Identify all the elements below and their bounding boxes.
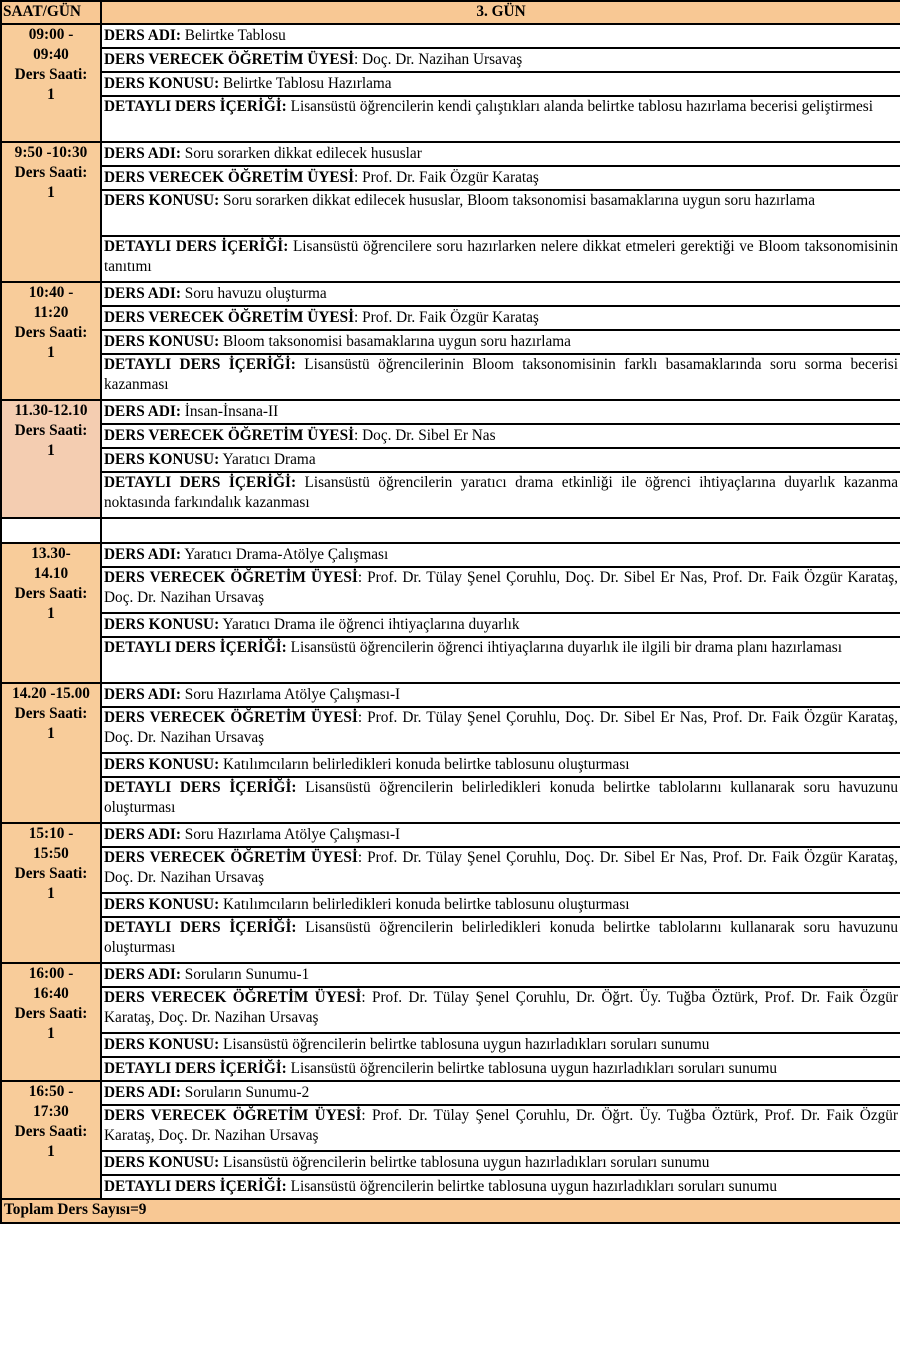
course-topic-value: Lisansüstü öğrencilerin belirtke tablosuna uygun hazırladıkları soruları sunumu	[223, 1036, 710, 1053]
course-detail-cell	[101, 777, 900, 823]
course-instructor-label: DERS VERECEK ÖĞRETİM ÜYESİ	[104, 51, 355, 68]
course-name-label: DERS ADI:	[104, 285, 181, 302]
course-instructor-cell	[101, 1105, 900, 1151]
course-topic-cell	[101, 72, 900, 96]
session-row	[1, 1105, 900, 1151]
course-instructor-separator: :	[361, 1107, 366, 1124]
session-hours-value: 1	[47, 1143, 55, 1160]
course-instructor-separator: :	[361, 989, 366, 1006]
course-name-value: Soru Hazırlama Atölye Çalışması-I	[184, 826, 401, 843]
course-detail-value: Lisansüstü öğrencilerin kendi çalıştıkları alanda belirtke tablosu hazırlama becerisi geliştirmesi	[290, 98, 873, 115]
course-name-label: DERS ADI:	[104, 403, 181, 420]
session-time-cell	[1, 963, 101, 1081]
course-instructor-cell	[101, 707, 900, 753]
course-instructor-value: Prof. Dr. Faik Özgür Karataş	[362, 169, 539, 186]
course-topic-label: DERS KONUSU:	[104, 1154, 220, 1171]
course-detail-cell	[101, 637, 900, 683]
session-time-start: 16:00 -	[28, 965, 74, 982]
course-instructor-separator: :	[354, 51, 359, 68]
course-detail-cell	[101, 1175, 900, 1199]
course-topic-cell	[101, 1151, 900, 1175]
course-topic-cell	[101, 448, 900, 472]
course-instructor-value: Prof. Dr. Tülay Şenel Çoruhlu, Doç. Dr. Sibel Er Nas, Prof. Dr. Faik Özgür Karataş, Doç. Dr. Nazihan Ursavaş	[104, 569, 899, 606]
course-detail-label: DETAYLI DERS İÇERİĞİ:	[104, 1178, 287, 1195]
course-instructor-label: DERS VERECEK ÖĞRETİM ÜYESİ	[104, 849, 358, 866]
session-time-start: 14.20 -15.00	[12, 685, 90, 702]
course-topic-value: Katılımcıların belirledikleri konuda belirtke tablosunu oluşturması	[223, 756, 630, 773]
session-row	[1, 24, 900, 48]
session-hours-label: Ders Saati:	[14, 865, 88, 882]
course-name-label: DERS ADI:	[104, 826, 181, 843]
session-hours-label: Ders Saati:	[14, 66, 88, 83]
session-hours-value: 1	[47, 184, 55, 201]
session-hours-value: 1	[47, 344, 55, 361]
course-instructor-label: DERS VERECEK ÖĞRETİM ÜYESİ	[104, 309, 355, 326]
course-instructor-separator: :	[354, 169, 359, 186]
course-detail-label: DETAYLI DERS İÇERİĞİ:	[104, 98, 287, 115]
session-row	[1, 424, 900, 448]
course-detail-label: DETAYLI DERS İÇERİĞİ:	[104, 639, 287, 656]
session-time-start: 11.30-12.10	[14, 402, 88, 419]
course-detail-cell	[101, 472, 900, 518]
session-row	[1, 823, 900, 847]
session-row	[1, 282, 900, 306]
day-column-header: 3. GÜN	[101, 1, 900, 24]
session-hours-label: Ders Saati:	[14, 164, 88, 181]
session-time-cell	[1, 400, 101, 518]
session-hours-value: 1	[47, 725, 55, 742]
session-row	[1, 142, 900, 166]
footer-row	[1, 1199, 900, 1223]
session-hours-label: Ders Saati:	[14, 585, 88, 602]
spacer-cell	[1, 518, 101, 543]
course-instructor-value: Prof. Dr. Tülay Şenel Çoruhlu, Dr. Öğrt. Üy. Tuğba Öztürk, Prof. Dr. Faik Özgür Karataş, Doç. Dr. Nazihan Ursavaş	[104, 1107, 899, 1144]
course-name-value: Belirtke Tablosu	[184, 27, 286, 44]
session-hours-value: 1	[47, 442, 55, 459]
course-detail-value: Lisansüstü öğrencilerin belirledikleri konuda belirtke tablolarını kullanarak soru havuzunu oluşturması	[104, 919, 898, 956]
course-instructor-separator: :	[357, 569, 363, 586]
session-row	[1, 567, 900, 613]
course-topic-label: DERS KONUSU:	[104, 333, 220, 350]
course-instructor-label: DERS VERECEK ÖĞRETİM ÜYESİ	[104, 989, 362, 1006]
course-name-cell	[101, 963, 900, 987]
course-instructor-cell	[101, 567, 900, 613]
session-row	[1, 330, 900, 354]
total-lessons: Toplam Ders Sayısı=9	[1, 1199, 900, 1223]
course-topic-value: Bloom taksonomisi basamaklarına uygun soru hazırlama	[223, 333, 571, 350]
course-name-value: Soru sorarken dikkat edilecek hususlar	[184, 145, 422, 162]
session-row	[1, 753, 900, 777]
session-row	[1, 354, 900, 400]
course-topic-value: Soru sorarken dikkat edilecek hususlar, Bloom taksonomisi basamaklarına uygun soru hazırlama	[223, 192, 815, 209]
course-detail-cell	[101, 96, 900, 142]
session-row	[1, 917, 900, 963]
course-detail-label: DETAYLI DERS İÇERİĞİ:	[104, 919, 297, 936]
course-instructor-cell	[101, 48, 900, 72]
session-row	[1, 847, 900, 893]
course-instructor-label: DERS VERECEK ÖĞRETİM ÜYESİ	[104, 169, 355, 186]
time-column-header: SAAT/GÜN	[1, 1, 101, 24]
session-hours-value: 1	[47, 86, 55, 103]
course-instructor-label: DERS VERECEK ÖĞRETİM ÜYESİ	[104, 427, 355, 444]
course-name-value: İnsan-İnsana-II	[184, 403, 279, 420]
session-hours-label: Ders Saati:	[14, 422, 88, 439]
session-time-start: 15:10 -	[28, 825, 74, 842]
course-detail-value: Lisansüstü öğrencilerin belirtke tablosuna uygun hazırladıkları soruları sunumu	[290, 1178, 778, 1195]
course-name-value: Soruların Sunumu-1	[184, 966, 310, 983]
session-time-end: 09:40	[33, 46, 69, 63]
session-row	[1, 166, 900, 190]
course-instructor-label: DERS VERECEK ÖĞRETİM ÜYESİ	[104, 1107, 362, 1124]
session-row	[1, 683, 900, 707]
session-row	[1, 893, 900, 917]
course-detail-value: Lisansüstü öğrencilere soru hazırlarken nelere dikkat etmeleri gerektiği ve Bloom taksonomisinin tanıtımı	[104, 238, 898, 275]
lunch-break-spacer-row	[1, 518, 900, 543]
course-instructor-value: Prof. Dr. Tülay Şenel Çoruhlu, Dr. Öğrt. Üy. Tuğba Öztürk, Prof. Dr. Faik Özgür Karataş, Doç. Dr. Nazihan Ursavaş	[104, 989, 899, 1026]
course-topic-value: Yaratıcı Drama	[222, 451, 316, 468]
course-name-label: DERS ADI:	[104, 546, 181, 563]
session-time-end: 17:30	[33, 1103, 69, 1120]
session-time-start: 09:00 -	[28, 26, 74, 43]
session-time-cell	[1, 683, 101, 823]
course-topic-cell	[101, 893, 900, 917]
course-name-cell	[101, 400, 900, 424]
course-name-cell	[101, 543, 900, 567]
course-detail-cell	[101, 236, 900, 282]
course-instructor-separator: :	[354, 309, 359, 326]
course-name-label: DERS ADI:	[104, 27, 181, 44]
course-detail-label: DETAYLI DERS İÇERİĞİ:	[104, 1060, 287, 1077]
course-topic-value: Katılımcıların belirledikleri konuda belirtke tablosunu oluşturması	[223, 896, 630, 913]
course-topic-cell	[101, 1033, 900, 1057]
session-hours-label: Ders Saati:	[14, 1123, 88, 1140]
course-detail-cell	[101, 917, 900, 963]
session-row	[1, 72, 900, 96]
course-name-label: DERS ADI:	[104, 1084, 181, 1101]
course-detail-value: Lisansüstü öğrencilerin öğrenci ihtiyaçlarına duyarlık ile ilgili bir drama planı hazırlaması	[290, 639, 842, 656]
session-time-start: 16:50 -	[28, 1083, 74, 1100]
session-row	[1, 190, 900, 236]
session-time-cell	[1, 142, 101, 282]
session-time-cell	[1, 1081, 101, 1199]
course-instructor-label: DERS VERECEK ÖĞRETİM ÜYESİ	[104, 709, 358, 726]
session-row	[1, 1151, 900, 1175]
session-row	[1, 96, 900, 142]
session-time-end: 16:40	[33, 985, 69, 1002]
course-instructor-separator: :	[354, 427, 359, 444]
session-row	[1, 1057, 900, 1081]
course-topic-label: DERS KONUSU:	[104, 75, 220, 92]
session-time-end: 11:20	[33, 304, 69, 321]
session-hours-value: 1	[47, 1025, 55, 1042]
session-hours-value: 1	[47, 605, 55, 622]
session-row	[1, 236, 900, 282]
course-topic-cell	[101, 613, 900, 637]
session-row	[1, 1175, 900, 1199]
course-detail-cell	[101, 354, 900, 400]
course-detail-value: Lisansüstü öğrencilerin yaratıcı drama etkinliği ile öğrenci ihtiyaçlarına duyarlık kazanma noktasında farkındalık kazanması	[104, 474, 899, 511]
course-instructor-cell	[101, 847, 900, 893]
course-topic-cell	[101, 190, 900, 236]
session-time-end: 14.10	[33, 565, 69, 582]
session-time-cell	[1, 823, 101, 963]
course-detail-label: DETAYLI DERS İÇERİĞİ:	[104, 356, 296, 373]
course-instructor-cell	[101, 987, 900, 1033]
session-row	[1, 1033, 900, 1057]
course-name-value: Soru Hazırlama Atölye Çalışması-I	[184, 686, 401, 703]
session-row	[1, 963, 900, 987]
session-row	[1, 448, 900, 472]
course-instructor-cell	[101, 166, 900, 190]
session-row	[1, 1081, 900, 1105]
course-name-value: Soruların Sunumu-2	[184, 1084, 310, 1101]
course-instructor-label: DERS VERECEK ÖĞRETİM ÜYESİ	[104, 569, 358, 586]
session-hours-value: 1	[47, 885, 55, 902]
session-row	[1, 777, 900, 823]
course-name-value: Yaratıcı Drama-Atölye Çalışması	[184, 546, 389, 563]
course-name-cell	[101, 24, 900, 48]
session-row	[1, 48, 900, 72]
course-topic-value: Belirtke Tablosu Hazırlama	[223, 75, 392, 92]
session-hours-label: Ders Saati:	[14, 324, 88, 341]
course-topic-label: DERS KONUSU:	[104, 896, 220, 913]
course-name-cell	[101, 823, 900, 847]
session-row	[1, 637, 900, 683]
session-time-end: 15:50	[33, 845, 69, 862]
course-instructor-separator: :	[357, 849, 363, 866]
course-topic-value: Lisansüstü öğrencilerin belirtke tablosuna uygun hazırladıkları soruları sunumu	[223, 1154, 710, 1171]
course-instructor-separator: :	[357, 709, 363, 726]
course-detail-cell	[101, 1057, 900, 1081]
course-topic-label: DERS KONUSU:	[104, 616, 220, 633]
course-name-label: DERS ADI:	[104, 686, 181, 703]
session-time-start: 13.30-	[31, 545, 71, 562]
course-name-value: Soru havuzu oluşturma	[184, 285, 327, 302]
session-hours-label: Ders Saati:	[14, 1005, 88, 1022]
course-topic-label: DERS KONUSU:	[104, 1036, 220, 1053]
course-topic-label: DERS KONUSU:	[104, 451, 220, 468]
course-name-label: DERS ADI:	[104, 145, 181, 162]
session-row	[1, 472, 900, 518]
session-time-start: 10:40 -	[28, 284, 74, 301]
course-name-label: DERS ADI:	[104, 966, 181, 983]
course-instructor-value: Prof. Dr. Faik Özgür Karataş	[362, 309, 539, 326]
session-time-cell	[1, 543, 101, 683]
course-name-cell	[101, 142, 900, 166]
course-detail-value: Lisansüstü öğrencilerin belirledikleri konuda belirtke tablolarını kullanarak soru havuzunu oluşturması	[104, 779, 898, 816]
session-row	[1, 987, 900, 1033]
course-instructor-cell	[101, 306, 900, 330]
course-topic-value: Yaratıcı Drama ile öğrenci ihtiyaçlarına duyarlık	[222, 616, 520, 633]
course-name-cell	[101, 282, 900, 306]
course-instructor-cell	[101, 424, 900, 448]
course-detail-label: DETAYLI DERS İÇERİĞİ:	[104, 238, 289, 255]
course-topic-cell	[101, 330, 900, 354]
course-detail-value: Lisansüstü öğrencilerinin Bloom taksonomisinin farklı basamaklarında soru sorma becerisi kazanması	[104, 356, 899, 393]
course-name-cell	[101, 1081, 900, 1105]
course-instructor-value: Doç. Dr. Sibel Er Nas	[362, 427, 496, 444]
session-row	[1, 400, 900, 424]
session-time-cell	[1, 24, 101, 142]
course-topic-label: DERS KONUSU:	[104, 756, 220, 773]
session-time-cell	[1, 282, 101, 400]
course-detail-label: DETAYLI DERS İÇERİĞİ:	[104, 474, 297, 491]
spacer-cell	[101, 518, 900, 543]
course-topic-label: DERS KONUSU:	[104, 192, 220, 209]
session-row	[1, 613, 900, 637]
course-instructor-value: Prof. Dr. Tülay Şenel Çoruhlu, Doç. Dr. Sibel Er Nas, Prof. Dr. Faik Özgür Karataş, Doç. Dr. Nazihan Ursavaş	[104, 709, 899, 746]
session-time-start: 9:50 -10:30	[14, 144, 88, 161]
session-row	[1, 306, 900, 330]
course-detail-value: Lisansüstü öğrencilerin belirtke tablosuna uygun hazırladıkları soruları sunumu	[290, 1060, 778, 1077]
session-row	[1, 543, 900, 567]
course-name-cell	[101, 683, 900, 707]
course-topic-cell	[101, 753, 900, 777]
course-instructor-value: Prof. Dr. Tülay Şenel Çoruhlu, Doç. Dr. Sibel Er Nas, Prof. Dr. Faik Özgür Karataş, Doç. Dr. Nazihan Ursavaş	[104, 849, 899, 886]
session-row	[1, 707, 900, 753]
course-detail-label: DETAYLI DERS İÇERİĞİ:	[104, 779, 297, 796]
session-hours-label: Ders Saati:	[14, 705, 88, 722]
course-instructor-value: Doç. Dr. Nazihan Ursavaş	[362, 51, 523, 68]
header-row	[1, 1, 900, 24]
